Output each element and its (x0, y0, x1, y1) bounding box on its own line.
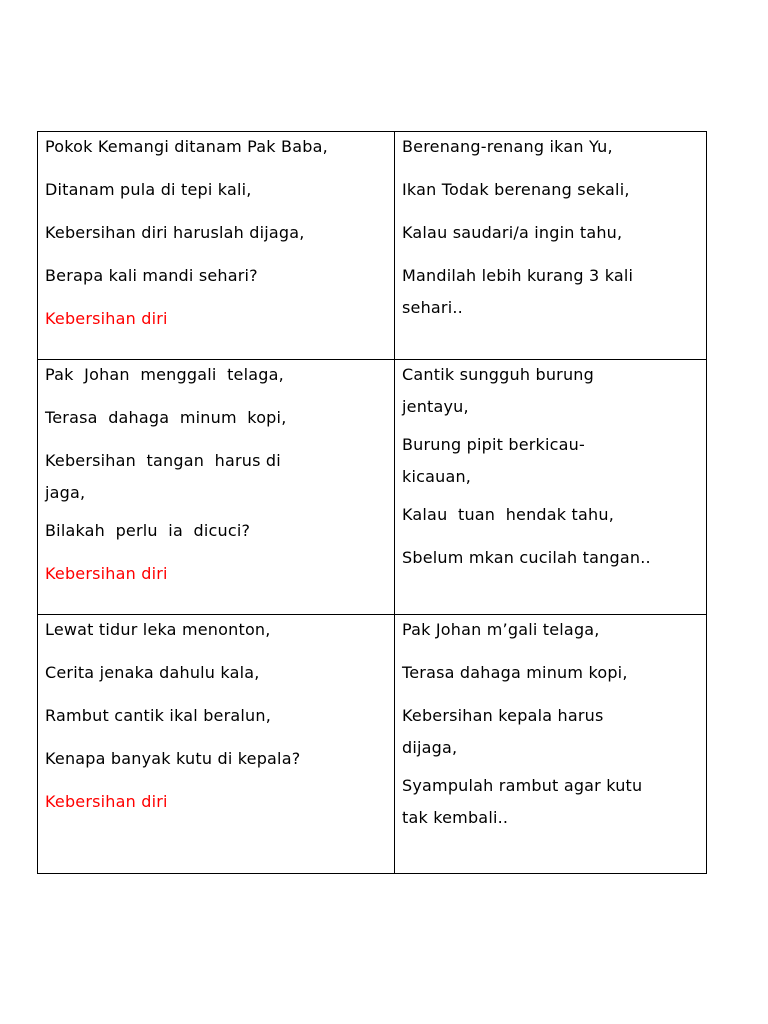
pantun-line: Mandilah lebih kurang 3 kali sehari.. (402, 266, 634, 317)
pantun-answer-cell (395, 360, 707, 615)
pantun-topic-label: Kebersihan diri (45, 309, 168, 328)
pantun-topic-label: Kebersihan diri (45, 564, 168, 583)
pantun-row (38, 132, 707, 360)
pantun-line: Rambut cantik ikal beralun, (45, 706, 271, 725)
pantun-line: Berenang-renang ikan Yu, (402, 137, 613, 156)
pantun-answer-cell (395, 132, 707, 360)
pantun-line: Pak Johan menggali telaga, (45, 365, 284, 384)
pantun-line: Kalau saudari/a ingin tahu, (402, 223, 623, 242)
pantun-line: Sbelum mkan cucilah tangan.. (402, 548, 651, 567)
pantun-row (38, 360, 707, 615)
pantun-line: Kebersihan diri haruslah dijaga, (45, 223, 305, 242)
pantun-topic-label: Kebersihan diri (45, 792, 168, 811)
pantun-question-cell (38, 132, 395, 360)
pantun-line: Pokok Kemangi ditanam Pak Baba, (45, 137, 328, 156)
pantun-line: Berapa kali mandi sehari? (45, 266, 258, 285)
pantun-line: Syampulah rambut agar kutu tak kembali.. (402, 776, 643, 827)
pantun-line: Cerita jenaka dahulu kala, (45, 663, 260, 682)
pantun-line: Lewat tidur leka menonton, (45, 620, 271, 639)
pantun-line: Pak Johan m’gali telaga, (402, 620, 600, 639)
pantun-line: Kebersihan tangan harus di jaga, (45, 451, 281, 502)
pantun-line: Ikan Todak berenang sekali, (402, 180, 630, 199)
pantun-line: Terasa dahaga minum kopi, (402, 663, 628, 682)
pantun-line: Kenapa banyak kutu di kepala? (45, 749, 301, 768)
pantun-answer-cell (395, 615, 707, 874)
pantun-line: Terasa dahaga minum kopi, (45, 408, 287, 427)
pantun-line: Burung pipit berkicau- kicauan, (402, 435, 585, 486)
pantun-line: Cantik sungguh burung jentayu, (402, 365, 594, 416)
pantun-row (38, 615, 707, 874)
pantun-question-cell (38, 360, 395, 615)
pantun-line: Bilakah perlu ia dicuci? (45, 521, 251, 540)
pantun-question-cell (38, 615, 395, 874)
pantun-line: Ditanam pula di tepi kali, (45, 180, 252, 199)
pantun-line: Kebersihan kepala harus dijaga, (402, 706, 604, 757)
pantun-table (37, 131, 707, 874)
pantun-line: Kalau tuan hendak tahu, (402, 505, 614, 524)
